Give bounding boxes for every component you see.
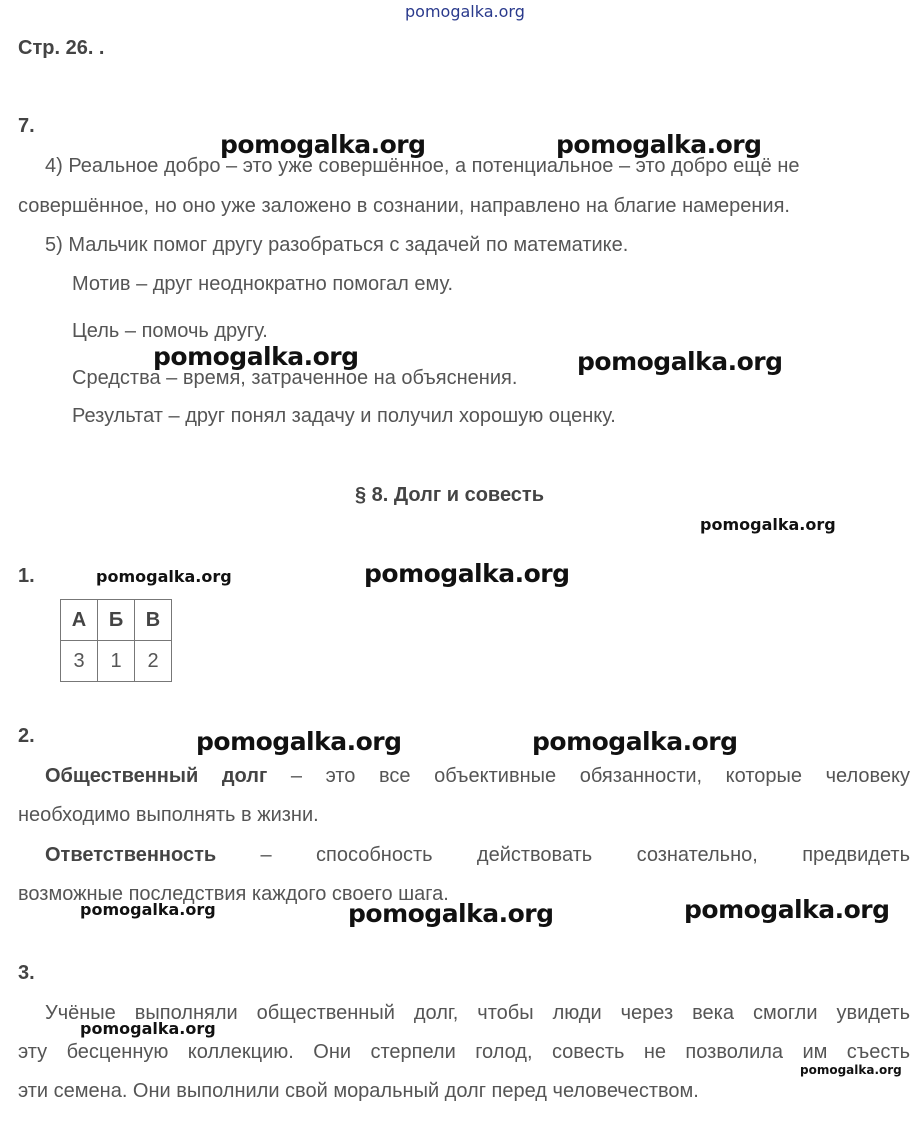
- task1-number: 1.: [18, 565, 35, 587]
- watermark: pomogalka.org: [80, 1019, 216, 1038]
- task7-goal: Цель – помочь другу.: [72, 320, 268, 342]
- watermark: pomogalka.org: [577, 347, 783, 376]
- term-responsibility: Ответственность: [45, 844, 217, 866]
- task2-number: 2.: [18, 725, 35, 747]
- task3-line3: эти семена. Они выполнили свой моральный долг перед человечеством.: [18, 1080, 699, 1102]
- task3-line2: эту бесценную коллекцию. Они стерпели голод, совесть не позволила им съесть: [18, 1041, 910, 1063]
- task7-p4-line1: 4) Реальное добро – это уже совершённое, а потенциальное – это добро ещё не: [45, 155, 800, 177]
- task7-means: Средства – время, затраченное на объяснения.: [72, 367, 518, 389]
- watermark: pomogalka.org: [556, 130, 762, 159]
- answer-table-header-row: [61, 600, 172, 641]
- answer-table-cell: 1: [98, 641, 135, 682]
- task7-p5: 5) Мальчик помог другу разобраться с задачей по математике.: [45, 234, 629, 256]
- task7-number: 7.: [18, 115, 35, 137]
- section-title: § 8. Долг и совесть: [355, 484, 545, 506]
- watermark: pomogalka.org: [364, 559, 570, 588]
- answer-table-header: А: [61, 600, 98, 641]
- task3-number: 3.: [18, 962, 35, 984]
- watermark: pomogalka.org: [348, 899, 554, 928]
- watermark-top: pomogalka.org: [405, 2, 525, 21]
- answer-table-value-row: [61, 641, 172, 682]
- watermark: pomogalka.org: [153, 342, 359, 371]
- task2-def2-line1: [18, 844, 910, 867]
- page-header: Стр. 26. .: [18, 37, 105, 59]
- task2-def1-text: – это все объективные обязанности, которые человеку: [267, 765, 910, 787]
- watermark: pomogalka.org: [196, 727, 402, 756]
- task7-p4-line2: совершённое, но оно уже заложено в сознании, направлено на благие намерения.: [18, 195, 790, 217]
- term-public-duty: Общественный долг: [45, 765, 268, 787]
- answer-table-cell: 2: [135, 641, 172, 682]
- watermark: pomogalka.org: [700, 515, 836, 534]
- answer-table-header: В: [135, 600, 172, 641]
- task3-line1: Учёные выполняли общественный долг, чтобы люди через века смогли увидеть: [45, 1002, 910, 1024]
- answer-table: [60, 599, 172, 682]
- watermark: pomogalka.org: [96, 567, 232, 586]
- watermark: pomogalka.org: [532, 727, 738, 756]
- answer-table-header: Б: [98, 600, 135, 641]
- task2-def2-line2: возможные последствия каждого своего шага.: [18, 883, 449, 905]
- answer-table-cell: 3: [61, 641, 98, 682]
- task2-def2-text: – способность действовать сознательно, предвидеть: [216, 844, 910, 866]
- task7-motive: Мотив – друг неоднократно помогал ему.: [72, 273, 453, 295]
- task2-def1-line2: необходимо выполнять в жизни.: [18, 804, 319, 826]
- watermark: pomogalka.org: [80, 900, 216, 919]
- task2-def1-line1: [18, 765, 910, 788]
- watermark: pomogalka.org: [684, 895, 890, 924]
- watermark: pomogalka.org: [800, 1063, 902, 1077]
- task7-result: Результат – друг понял задачу и получил хорошую оценку.: [72, 405, 616, 427]
- watermark: pomogalka.org: [220, 130, 426, 159]
